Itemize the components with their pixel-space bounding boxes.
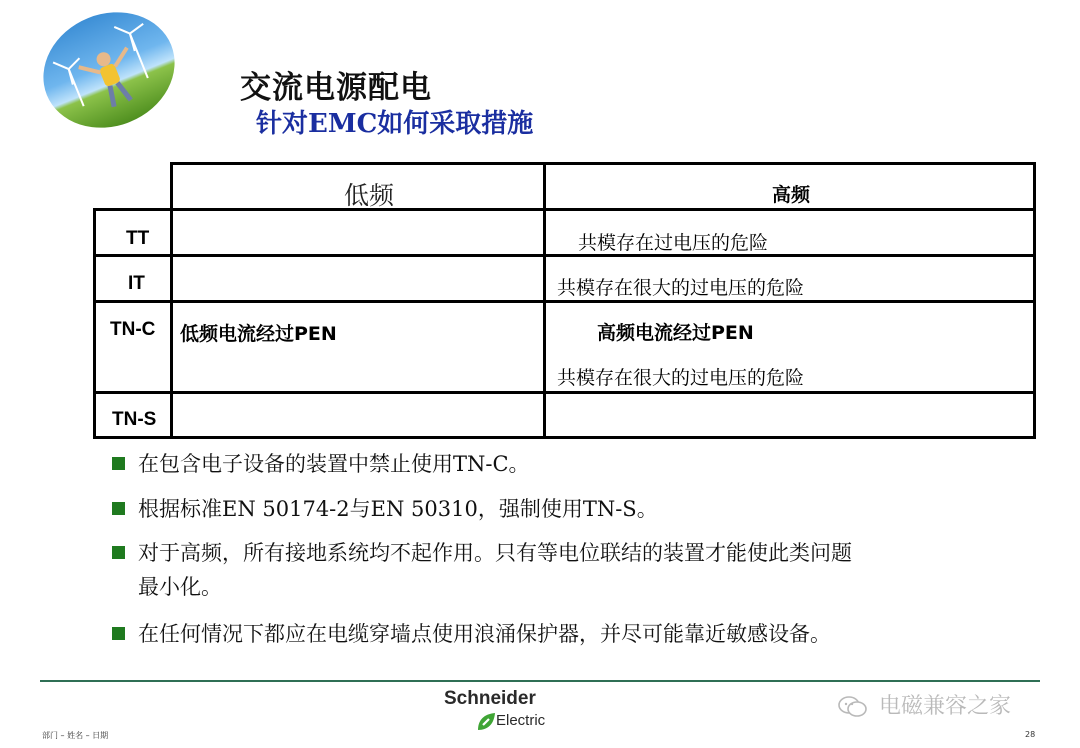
- bullet-item: [112, 492, 1032, 526]
- bullet-text-continued: 最小化。: [138, 575, 222, 599]
- bullet-square-icon: [112, 627, 125, 640]
- table-line: [1033, 162, 1036, 439]
- bullet-square-icon: [112, 546, 125, 559]
- row-label-it: IT: [128, 273, 145, 294]
- wechat-icon: [838, 695, 868, 719]
- brand-name-line1: Schneider: [444, 688, 536, 709]
- schneider-leaf-icon: [474, 710, 498, 734]
- brand-name-line2: Electric: [496, 712, 546, 729]
- row-label-tt: TT: [126, 228, 150, 249]
- cell-tn-c-low: 低频电流经过PEN: [180, 323, 337, 345]
- bullet-text: 在包含电子设备的装置中禁止使用TN-C。: [138, 452, 530, 476]
- bullet-item: [112, 536, 1032, 604]
- table-line: [93, 208, 96, 439]
- cell-tn-c-high-line2: 共模存在很大的过电压的危险: [557, 367, 805, 389]
- watermark: [838, 689, 1011, 720]
- watermark-text: 电磁兼容之家: [879, 694, 1012, 719]
- cell-it-high: 共模存在很大的过电压的危险: [557, 277, 805, 299]
- footer-rule: [40, 680, 1040, 682]
- table-line: [170, 162, 1036, 165]
- bullet-square-icon: [112, 502, 125, 515]
- schneider-electric-logo: [444, 688, 574, 740]
- bullet-text: 在任何情况下都应在电缆穿墙点使用浪涌保护器，并尽可能靠近敏感设备。: [138, 622, 831, 646]
- column-header-low-frequency: 低频: [344, 181, 395, 210]
- table-line: [93, 208, 1036, 211]
- slide-subtitle: 针对EMC如何采取措施: [256, 109, 534, 139]
- slide-title: 交流电源配电: [240, 70, 432, 106]
- wind-turbine-photo-icon: [26, 0, 192, 147]
- table-line: [93, 436, 1036, 439]
- footer-department-name-date: 部门 – 姓名 – 日期: [42, 731, 109, 740]
- table-line: [543, 162, 546, 439]
- row-label-tn-s: TN-S: [112, 409, 157, 430]
- table-line: [93, 300, 1036, 303]
- cell-tt-high: 共模存在过电压的危险: [578, 232, 769, 254]
- page-number: 28: [1025, 730, 1036, 739]
- bullet-item: [112, 617, 1032, 651]
- table-line: [93, 391, 1036, 394]
- column-header-high-frequency: 高频: [772, 184, 811, 206]
- bullet-text: 根据标准EN 50174-2与EN 50310，强制使用TN-S。: [138, 497, 658, 521]
- cell-tn-c-high-line1: 高频电流经过PEN: [597, 322, 754, 344]
- table-line: [93, 254, 1036, 257]
- row-label-tn-c: TN-C: [110, 319, 156, 340]
- bullet-item: [112, 447, 1032, 481]
- bullet-square-icon: [112, 457, 125, 470]
- bullet-text: 对于高频，所有接地系统均不起作用。只有等电位联结的装置才能使此类问题: [138, 541, 852, 565]
- table-line: [170, 162, 173, 439]
